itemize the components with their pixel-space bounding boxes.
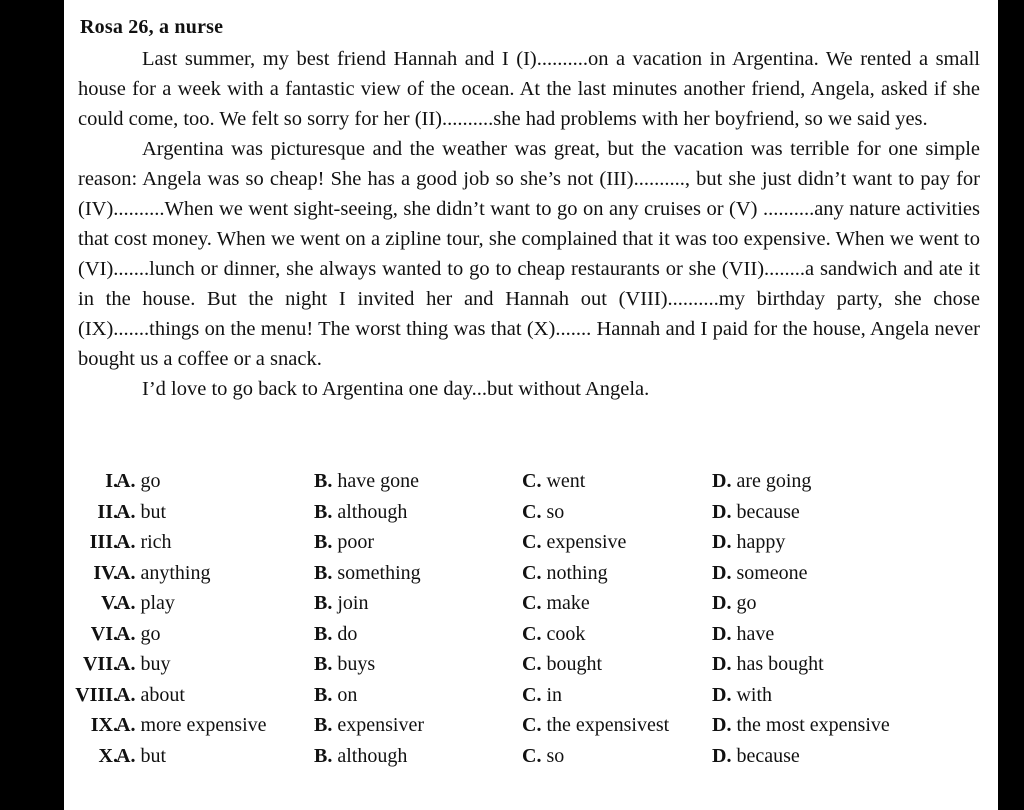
option-c[interactable]: C. nothing: [522, 561, 608, 584]
option-d[interactable]: D. someone: [712, 561, 808, 584]
option-c[interactable]: C. went: [522, 470, 586, 492]
option-b[interactable]: B. do: [314, 622, 358, 645]
option-c[interactable]: C. cook: [522, 622, 586, 645]
answer-options: [64, 466, 998, 771]
option-a[interactable]: A. go: [116, 622, 161, 645]
question-row: [64, 649, 998, 680]
question-row: [64, 680, 998, 711]
question-number: VI.: [90, 622, 118, 645]
option-a[interactable]: A. play: [116, 592, 175, 614]
option-b[interactable]: B. on: [314, 683, 358, 706]
option-a[interactable]: A. but: [116, 500, 167, 523]
question-row: [64, 558, 998, 589]
question-row: [64, 466, 998, 497]
question-number: IV.: [93, 561, 118, 584]
option-c[interactable]: C. bought: [522, 653, 603, 675]
option-d[interactable]: D. because: [712, 500, 800, 523]
document-page: [64, 0, 998, 810]
option-d[interactable]: D. has bought: [712, 653, 824, 675]
option-b[interactable]: B. although: [314, 500, 408, 523]
option-d[interactable]: D. with: [712, 683, 773, 706]
option-a[interactable]: A. about: [116, 683, 185, 706]
question-row: [64, 527, 998, 558]
option-a[interactable]: A. buy: [116, 653, 171, 675]
option-b[interactable]: B. although: [314, 744, 408, 767]
question-row: [64, 588, 998, 619]
option-c[interactable]: C. in: [522, 683, 563, 706]
option-a[interactable]: A. rich: [116, 531, 172, 553]
document-title: Rosa 26, a nurse: [80, 16, 224, 38]
question-number: VII.: [82, 653, 118, 675]
option-d[interactable]: D. the most expensive: [712, 714, 890, 736]
option-b[interactable]: B. expensiver: [314, 714, 424, 736]
option-d[interactable]: D. have: [712, 622, 775, 645]
option-b[interactable]: B. buys: [314, 653, 376, 675]
question-row: [64, 619, 998, 650]
question-number: X.: [98, 744, 118, 767]
question-number: V.: [101, 592, 118, 614]
question-number: II.: [97, 500, 118, 523]
option-a[interactable]: A. but: [116, 744, 167, 767]
question-row: [64, 741, 998, 772]
question-number: IX.: [90, 714, 118, 736]
question-number: I.: [105, 470, 118, 492]
question-row: [64, 710, 998, 741]
option-c[interactable]: C. expensive: [522, 531, 627, 553]
passage-paragraph-3: I’d love to go back to Argentina one day...but without Angela.: [142, 378, 650, 400]
passage-paragraph-1: Last summer, my best friend Hannah and I (I)..........on a vacation in Argentina. We rented a small house for a week with a fantastic view of the ocean. At the last minutes another friend, Angela, asked if she could come, too. We felt so sorry for her (II)..........she had problems with her boyfriend, so we said yes.: [78, 48, 980, 130]
option-a[interactable]: A. more expensive: [116, 714, 267, 736]
question-row: [64, 497, 998, 528]
option-c[interactable]: C. the expensivest: [522, 714, 670, 736]
question-number: VIII.: [75, 683, 118, 706]
question-number: III.: [89, 531, 118, 553]
option-d[interactable]: D. happy: [712, 531, 786, 553]
option-a[interactable]: A. anything: [116, 561, 211, 584]
option-b[interactable]: B. join: [314, 592, 369, 614]
option-b[interactable]: B. have gone: [314, 470, 419, 492]
reading-passage: [78, 44, 980, 404]
option-a[interactable]: A. go: [116, 470, 161, 492]
option-b[interactable]: B. something: [314, 561, 421, 584]
option-c[interactable]: C. make: [522, 592, 590, 614]
option-d[interactable]: D. go: [712, 592, 757, 614]
option-c[interactable]: C. so: [522, 744, 565, 767]
passage-paragraph-2: Argentina was picturesque and the weather was great, but the vacation was terrible for one simple reason: Angela was so cheap! She has a good job so she’s not (III).........., but she just didn’t want to pay for (IV)..........When we went sight-seeing, she didn’t want to go on any cruises or (V) ..........any nature activities that cost money. When we went on a zipline tour, she complained that it was too expensive. When we went to (VI).......lunch or dinner, she always wanted to go to cheap restaurants or she (VII)........a sandwich and ate it in the house. But the night I invited her and Hannah out (VIII)..........my birthday party, she chose (IX).......things on the menu! The worst thing was that (X)....... Hannah and I paid for the house, Angela never bought us a coffee or a snack.: [78, 138, 980, 370]
option-d[interactable]: D. because: [712, 744, 800, 767]
option-b[interactable]: B. poor: [314, 531, 375, 553]
option-c[interactable]: C. so: [522, 500, 565, 523]
option-d[interactable]: D. are going: [712, 470, 812, 492]
